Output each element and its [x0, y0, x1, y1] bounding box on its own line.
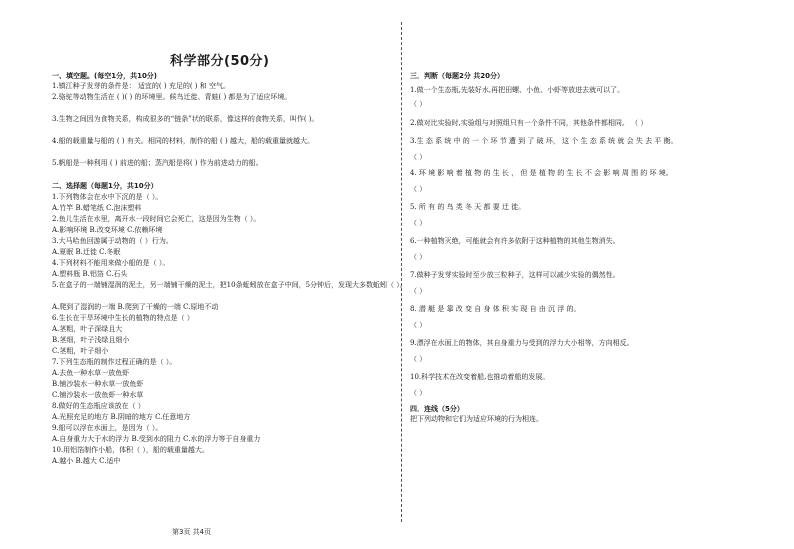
question-line: 1.下列物体会在水中下沉的是（ ）。	[52, 193, 163, 201]
option-line: A.去鱼一种水草一放鱼虾	[52, 369, 130, 377]
question-line: 2.鱼儿生活在水里，离开水一段时间它会死亡，这是因为生物（ ）。	[52, 215, 261, 223]
answer-blank: （ ）	[410, 287, 427, 295]
question-line: 1.镇江种子发芽的条件是： 适宜的( ) 充足的( ) 和 空气。	[52, 82, 230, 90]
question-line: 4. 环 境 影 响 着 植 物 的 生 长 ， 但 是 植 物 的 生 长 不 会 影 响 周 围 的 环 境。	[410, 169, 673, 177]
option-line: A.茎粗，叶子深绿且大	[52, 325, 123, 333]
section-heading-choice: 二、选择题（每题1分，共10分）	[52, 182, 158, 190]
option-line: C.茎粗，叶子细小	[52, 347, 109, 355]
option-line: A.光照充足的地方 B.阴暗的地方 C.任意地方	[52, 413, 191, 421]
question-line: 4.船的载重量与船的 ( ) 有关。相同的材料，制作的船 ( ) 越大，船的载重量就越大。	[52, 137, 314, 145]
question-line: 2.做对比实验时,实验组与对照组只有一个条件不同，其他条件都相同。 （ ）	[410, 119, 648, 127]
question-line: 3.生 态 系 统 中 的 一 个 环 节 遭 到 了 破 坏， 这 个 生 态 系 统 就 会 失 去 平 衡。	[410, 137, 678, 145]
answer-blank: （ ）	[410, 389, 427, 397]
question-line: 5.帆船是一种利用 ( ) 前进的船；蒸汽船是将( ) 作为前进动力的船。	[52, 159, 263, 167]
question-line: 9.船可以浮在水面上，是因为（ ）。	[52, 424, 163, 432]
page-footer: 第3页 共4页	[172, 528, 212, 536]
answer-blank: （ ）	[410, 153, 427, 161]
option-line: A.塑料瓶 B.铝箔 C.石头	[52, 270, 128, 278]
question-line: 8.做好的生态瓶应该放在（ ）	[52, 402, 145, 410]
answer-blank: （ ）	[410, 185, 427, 193]
question-line: 1.做一个生态瓶,先装好水,再把田螺、小鱼、小虾等放进去就可以了。	[410, 86, 625, 94]
question-line: 10.用铝箔制作小船，体积（ ），船的载重量越大。	[52, 446, 209, 454]
question-line: 8. 潜 艇 是 靠 改 变 自 身 体 积 实 现 自 由 沉 浮 的。	[410, 305, 581, 313]
question-line: 3.大马哈鱼回游属于动物的（ ）行为。	[52, 237, 173, 245]
section-heading-matching: 四．连线（5分）	[410, 405, 464, 413]
question-line: 7.下列生态瓶的制作过程正确的是（ ）。	[52, 358, 177, 366]
answer-blank: （ ）	[410, 100, 427, 108]
option-line: A.夏眠 B.迁徙 C.冬眠	[52, 248, 121, 256]
question-line: 2.骆驼等动物生活在 ( )( ) 的环境里。候鸟迁徙、青蛙( ) 都是为了适应环境。	[52, 93, 292, 101]
section-heading-judge: 三．判断（每题2分 共20分）	[410, 72, 505, 80]
answer-blank: （ ）	[410, 253, 427, 261]
option-line: A.越小 B.越大 C.适中	[52, 457, 121, 465]
answer-blank: （ ）	[410, 219, 427, 227]
question-line: 4.下列材料不能用来做小船的是（ ）。	[52, 259, 170, 267]
question-line: 5.在盒子的一端铺湿润的泥土，另一端铺干燥的泥土，把10条蚯蚓放在盒子中间，5分钟后，发现大多数蚯蚓（ ）。	[52, 281, 407, 289]
option-line: C.铺沙装水一放鱼虾一种水草	[52, 391, 144, 399]
question-line: 6.生长在干旱环境中生长的植物的特点是（ ）	[52, 314, 194, 322]
option-line: A.影响环境 B.改变环境 C.依赖环境	[52, 226, 163, 234]
answer-blank: （ ）	[410, 321, 427, 329]
question-line: 3.生物之间因为食物关系，构成很多的“链条”状的联系，像这样的食物关系，叫作( )。	[52, 115, 319, 123]
page-title: 科学部分(50分)	[170, 54, 270, 69]
option-line: A.竹竿 B.蜡笔纸 C.泡沫塑料	[52, 204, 142, 212]
question-line: 5. 所 有 的 鸟 类 冬 天 都 要 迁 徙。	[410, 203, 526, 211]
question-line: 9.漂浮在水面上的物体，其自身重力与受到的浮力大小相等，方向相反。	[410, 339, 634, 347]
question-line: 7.做种子发芽实验时至少放三粒种子，这样可以减少实验的偶然性。	[410, 271, 620, 279]
section-heading-fill-in: 一、填空题。(每空1分，共10分)	[52, 72, 158, 80]
option-line: A.爬到了湿润的一端 B.爬到了干燥的一端 C.原地不动	[52, 303, 219, 311]
question-line: 把下列动物和它们为适应环境的行为相连。	[410, 415, 543, 423]
option-line: A.自身重力大于水的浮力 B.受到水的阻力 C.水的浮力等于自身重力	[52, 435, 261, 443]
option-line: B.茎细，叶子浅绿且细小	[52, 336, 130, 344]
question-line: 10.科学技术在改变着船,也推动着船的发展。	[410, 373, 550, 381]
column-divider	[401, 22, 402, 522]
question-line: 6.一种植物灭绝，可能就会有许多依附于这种植物的其他生物消失。	[410, 237, 620, 245]
answer-blank: （ ）	[410, 355, 427, 363]
option-line: B.铺沙装水一种水草一放鱼虾	[52, 380, 144, 388]
